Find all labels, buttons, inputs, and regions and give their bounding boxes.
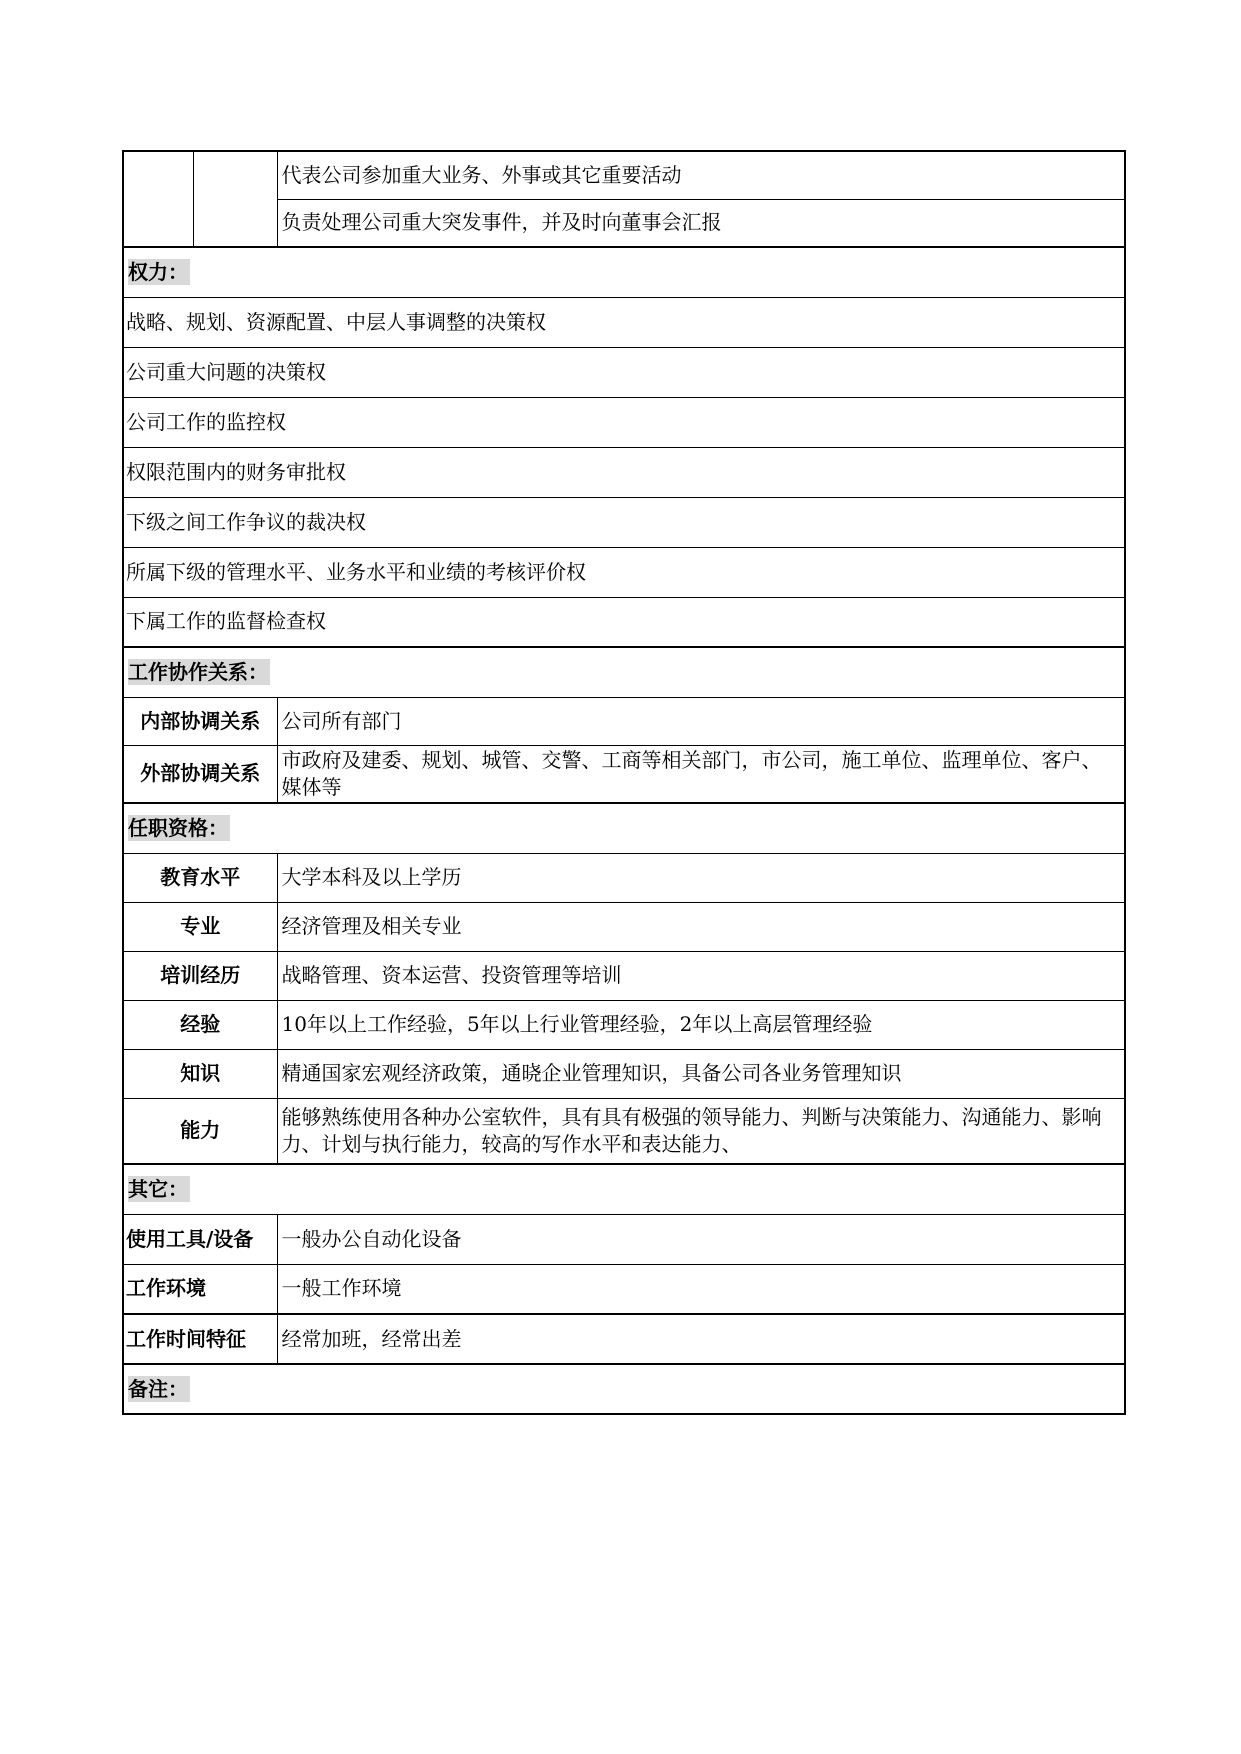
qualification-label: 专业 [123,902,277,951]
power-row [123,297,1125,347]
power-item: 权限范围内的财务审批权 [123,447,1125,497]
power-item: 战略、规划、资源配置、中层人事调整的决策权 [123,297,1125,347]
qualification-value: 能够熟练使用各种办公室软件，具有具有极强的领导能力、判断与决策能力、沟通能力、影响力、计划与执行能力，较高的写作水平和表达能力、 [277,1098,1125,1164]
power-item: 下属工作的监督检查权 [123,597,1125,647]
qualification-row [123,951,1125,1000]
other-row [123,1264,1125,1314]
power-row [123,547,1125,597]
qualifications-title: 任职资格： [128,815,228,840]
power-row [123,497,1125,547]
power-item: 公司重大问题的决策权 [123,347,1125,397]
relation-row [123,697,1125,745]
qualification-label: 培训经历 [123,951,277,1000]
power-row [123,447,1125,497]
other-title: 其它： [128,1176,188,1201]
duty-row [123,151,1125,199]
other-label: 工作环境 [123,1264,277,1314]
powers-title-cell [123,247,1125,297]
qualification-label: 经验 [123,1000,277,1049]
qualification-value: 战略管理、资本运营、投资管理等培训 [277,951,1125,1000]
other-label: 使用工具/设备 [123,1214,277,1264]
qualification-label: 知识 [123,1049,277,1098]
qualification-label: 教育水平 [123,853,277,902]
qualification-row [123,902,1125,951]
duty-blank-cell-2 [193,151,277,247]
power-item: 公司工作的监控权 [123,397,1125,447]
qualification-row [123,1049,1125,1098]
duty-blank-cell-1 [123,151,193,247]
qualification-value: 精通国家宏观经济政策，通晓企业管理知识，具备公司各业务管理知识 [277,1049,1125,1098]
relation-value: 市政府及建委、规划、城管、交警、工商等相关部门，市公司，施工单位、监理单位、客户、媒体等 [277,745,1125,803]
other-title-cell [123,1164,1125,1214]
power-item: 所属下级的管理水平、业务水平和业绩的考核评价权 [123,547,1125,597]
notes-title: 备注： [128,1376,188,1401]
qualification-row [123,1000,1125,1049]
other-value: 一般工作环境 [277,1264,1125,1314]
other-label: 工作时间特征 [123,1314,277,1364]
duty-item: 代表公司参加重大业务、外事或其它重要活动 [277,151,1125,199]
other-value: 经常加班，经常出差 [277,1314,1125,1364]
other-row [123,1314,1125,1364]
powers-title: 权力： [128,259,188,284]
relation-label: 外部协调关系 [123,745,277,803]
notes-title-cell [123,1364,1125,1414]
job-description-table [122,150,1126,1415]
power-row [123,597,1125,647]
relations-header-row [123,647,1125,697]
qualification-value: 10年以上工作经验，5年以上行业管理经验，2年以上高层管理经验 [277,1000,1125,1049]
qualification-row [123,1098,1125,1164]
power-row [123,347,1125,397]
qualification-value: 经济管理及相关专业 [277,902,1125,951]
qualification-row [123,853,1125,902]
relations-title: 工作协作关系： [128,659,268,684]
relations-title-cell [123,647,1125,697]
notes-row [123,1364,1125,1414]
qualification-label: 能力 [123,1098,277,1164]
powers-header-row [123,247,1125,297]
other-row [123,1214,1125,1264]
relation-row [123,745,1125,803]
qualifications-header-row [123,803,1125,853]
qualification-value: 大学本科及以上学历 [277,853,1125,902]
other-value: 一般办公自动化设备 [277,1214,1125,1264]
duty-item: 负责处理公司重大突发事件，并及时向董事会汇报 [277,199,1125,247]
other-header-row [123,1164,1125,1214]
relation-label: 内部协调关系 [123,697,277,745]
power-item: 下级之间工作争议的裁决权 [123,497,1125,547]
power-row [123,397,1125,447]
relation-value: 公司所有部门 [277,697,1125,745]
job-description-sheet [122,150,1124,1415]
qualifications-title-cell [123,803,1125,853]
